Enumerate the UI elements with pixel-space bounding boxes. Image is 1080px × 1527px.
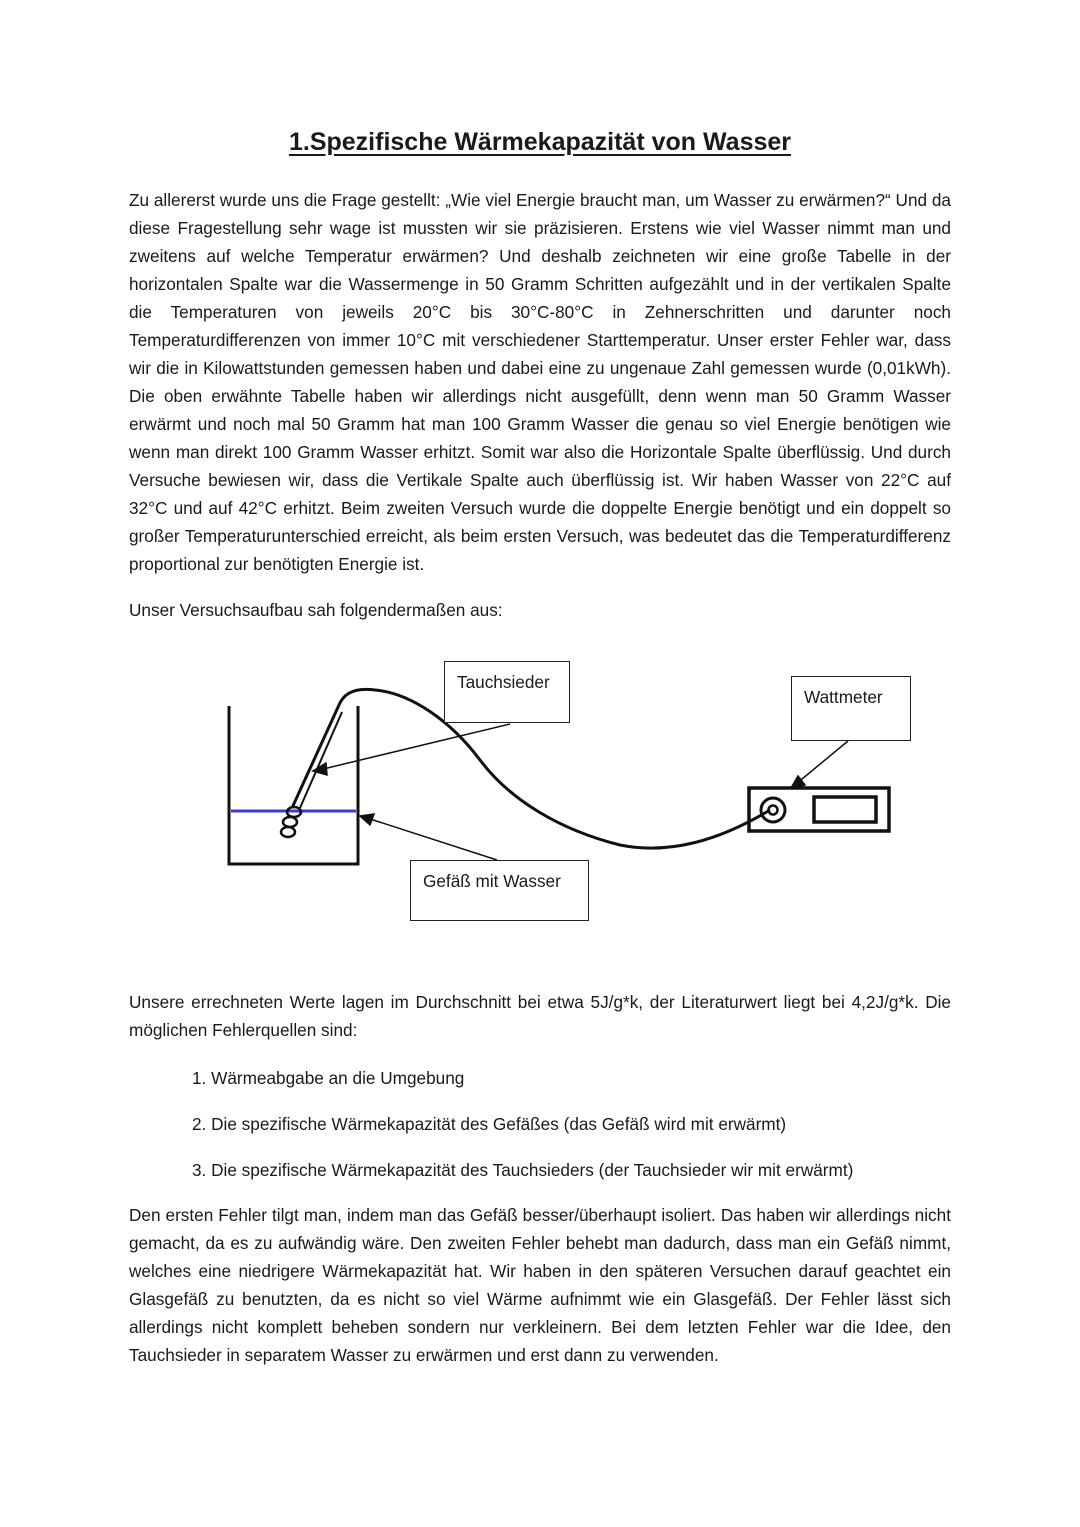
vessel-outline xyxy=(229,706,358,864)
wattmeter-device xyxy=(749,788,889,831)
page-title: 1.Spezifische Wärmekapazität von Wasser xyxy=(288,128,792,156)
setup-paragraph: Unser Versuchsaufbau sah folgendermaßen aus: xyxy=(129,600,503,620)
label-vessel: Gefäß mit Wasser xyxy=(410,860,589,921)
error-source-list xyxy=(192,1064,853,1202)
conclusion-paragraph: Den ersten Fehler tilgt man, indem man das Gefäß besser/überhaupt isoliert. Das haben wir allerdings nicht gemacht, da es zu aufwändig wäre. Den zweiten Fehler behebt man dadurch, dass man ein Gefäß nimmt, welches eine niedrigere Wärmekapazität hat. Wir haben in den späteren Versuchen darauf geachtet ein Glasgefäß zu benutzten, da es nicht so viel Wärme aufnimmt wie ein Glasgefäß. Der Fehler lässt sich allerdings nicht komplett beheben sondern nur verkleinern. Bei dem letzten Fehler war die Idee, den Tauchsieder in separatem Wasser zu erwärmen und erst dann zu verwenden. xyxy=(129,1205,951,1365)
label-immersion-heater: Tauchsieder xyxy=(444,661,570,723)
wattmeter-display xyxy=(814,797,876,822)
list-item: 2. Die spezifische Wärmekapazität des Gefäßes (das Gefäß wird mit erwärmt) xyxy=(192,1114,787,1134)
heater-rod xyxy=(292,705,339,808)
list-item: 1. Wärmeabgabe an die Umgebung xyxy=(192,1068,465,1088)
intro-paragraph: Zu allererst wurde uns die Frage gestellt: „Wie viel Energie braucht man, um Wasser zu erwärmen?“ Und da diese Fragestellung sehr wage ist mussten wir sie präzisieren. Erstens wie viel Wasser nimmt man und zweitens auf welche Temperatur erwärmen? Und deshalb zeichneten wir eine große Tabelle in der horizontalen Spalte war die Wassermenge in 50 Gramm Schritten aufgezählt und in der vertikalen Spalte die Temperaturen von jeweils 20°C bis 30°C-80°C in Zehnerschritten und darunter noch Temperaturdifferenzen von immer 10°C mit verschiedener Starttemperatur. Unser erster Fehler war, dass wir die in Kilowattstunden gemessen haben und dabei eine zu ungenaue Zahl gemessen wurde (0,01kWh). Die oben erwähnte Tabelle haben wir allerdings nicht ausgefüllt, denn wenn man 50 Gramm Wasser erwärmt und noch mal 50 Gramm hat man 100 Gramm Wasser die genau so viel Energie benötigen wie wenn man direkt 100 Gramm Wasser erhitzt. Somit war also die Horizontale Spalte überflüssig. Und durch Versuche bewiesen wir, dass die Vertikale Spalte auch überflüssig ist. Wir haben Wasser von 22°C auf 32°C und auf 42°C erhitzt. Beim zweiten Versuch wurde die doppelte Energie benötigt und ein doppelt so großer Temperaturunterschied erreicht, als beim ersten Versuch, was bedeutet das die Temperaturdifferenz proportional zur benötigten Energie ist. xyxy=(129,190,951,574)
label-wattmeter: Wattmeter xyxy=(791,676,911,741)
results-paragraph: Unsere errechneten Werte lagen im Durchschnitt bei etwa 5J/g*k, der Literaturwert liegt bei 4,2J/g*k. Die möglichen Fehlerquellen sind: xyxy=(129,992,951,1040)
list-item: 3. Die spezifische Wärmekapazität des Tauchsieders (der Tauchsieder wir mit erwärmt) xyxy=(192,1160,854,1180)
